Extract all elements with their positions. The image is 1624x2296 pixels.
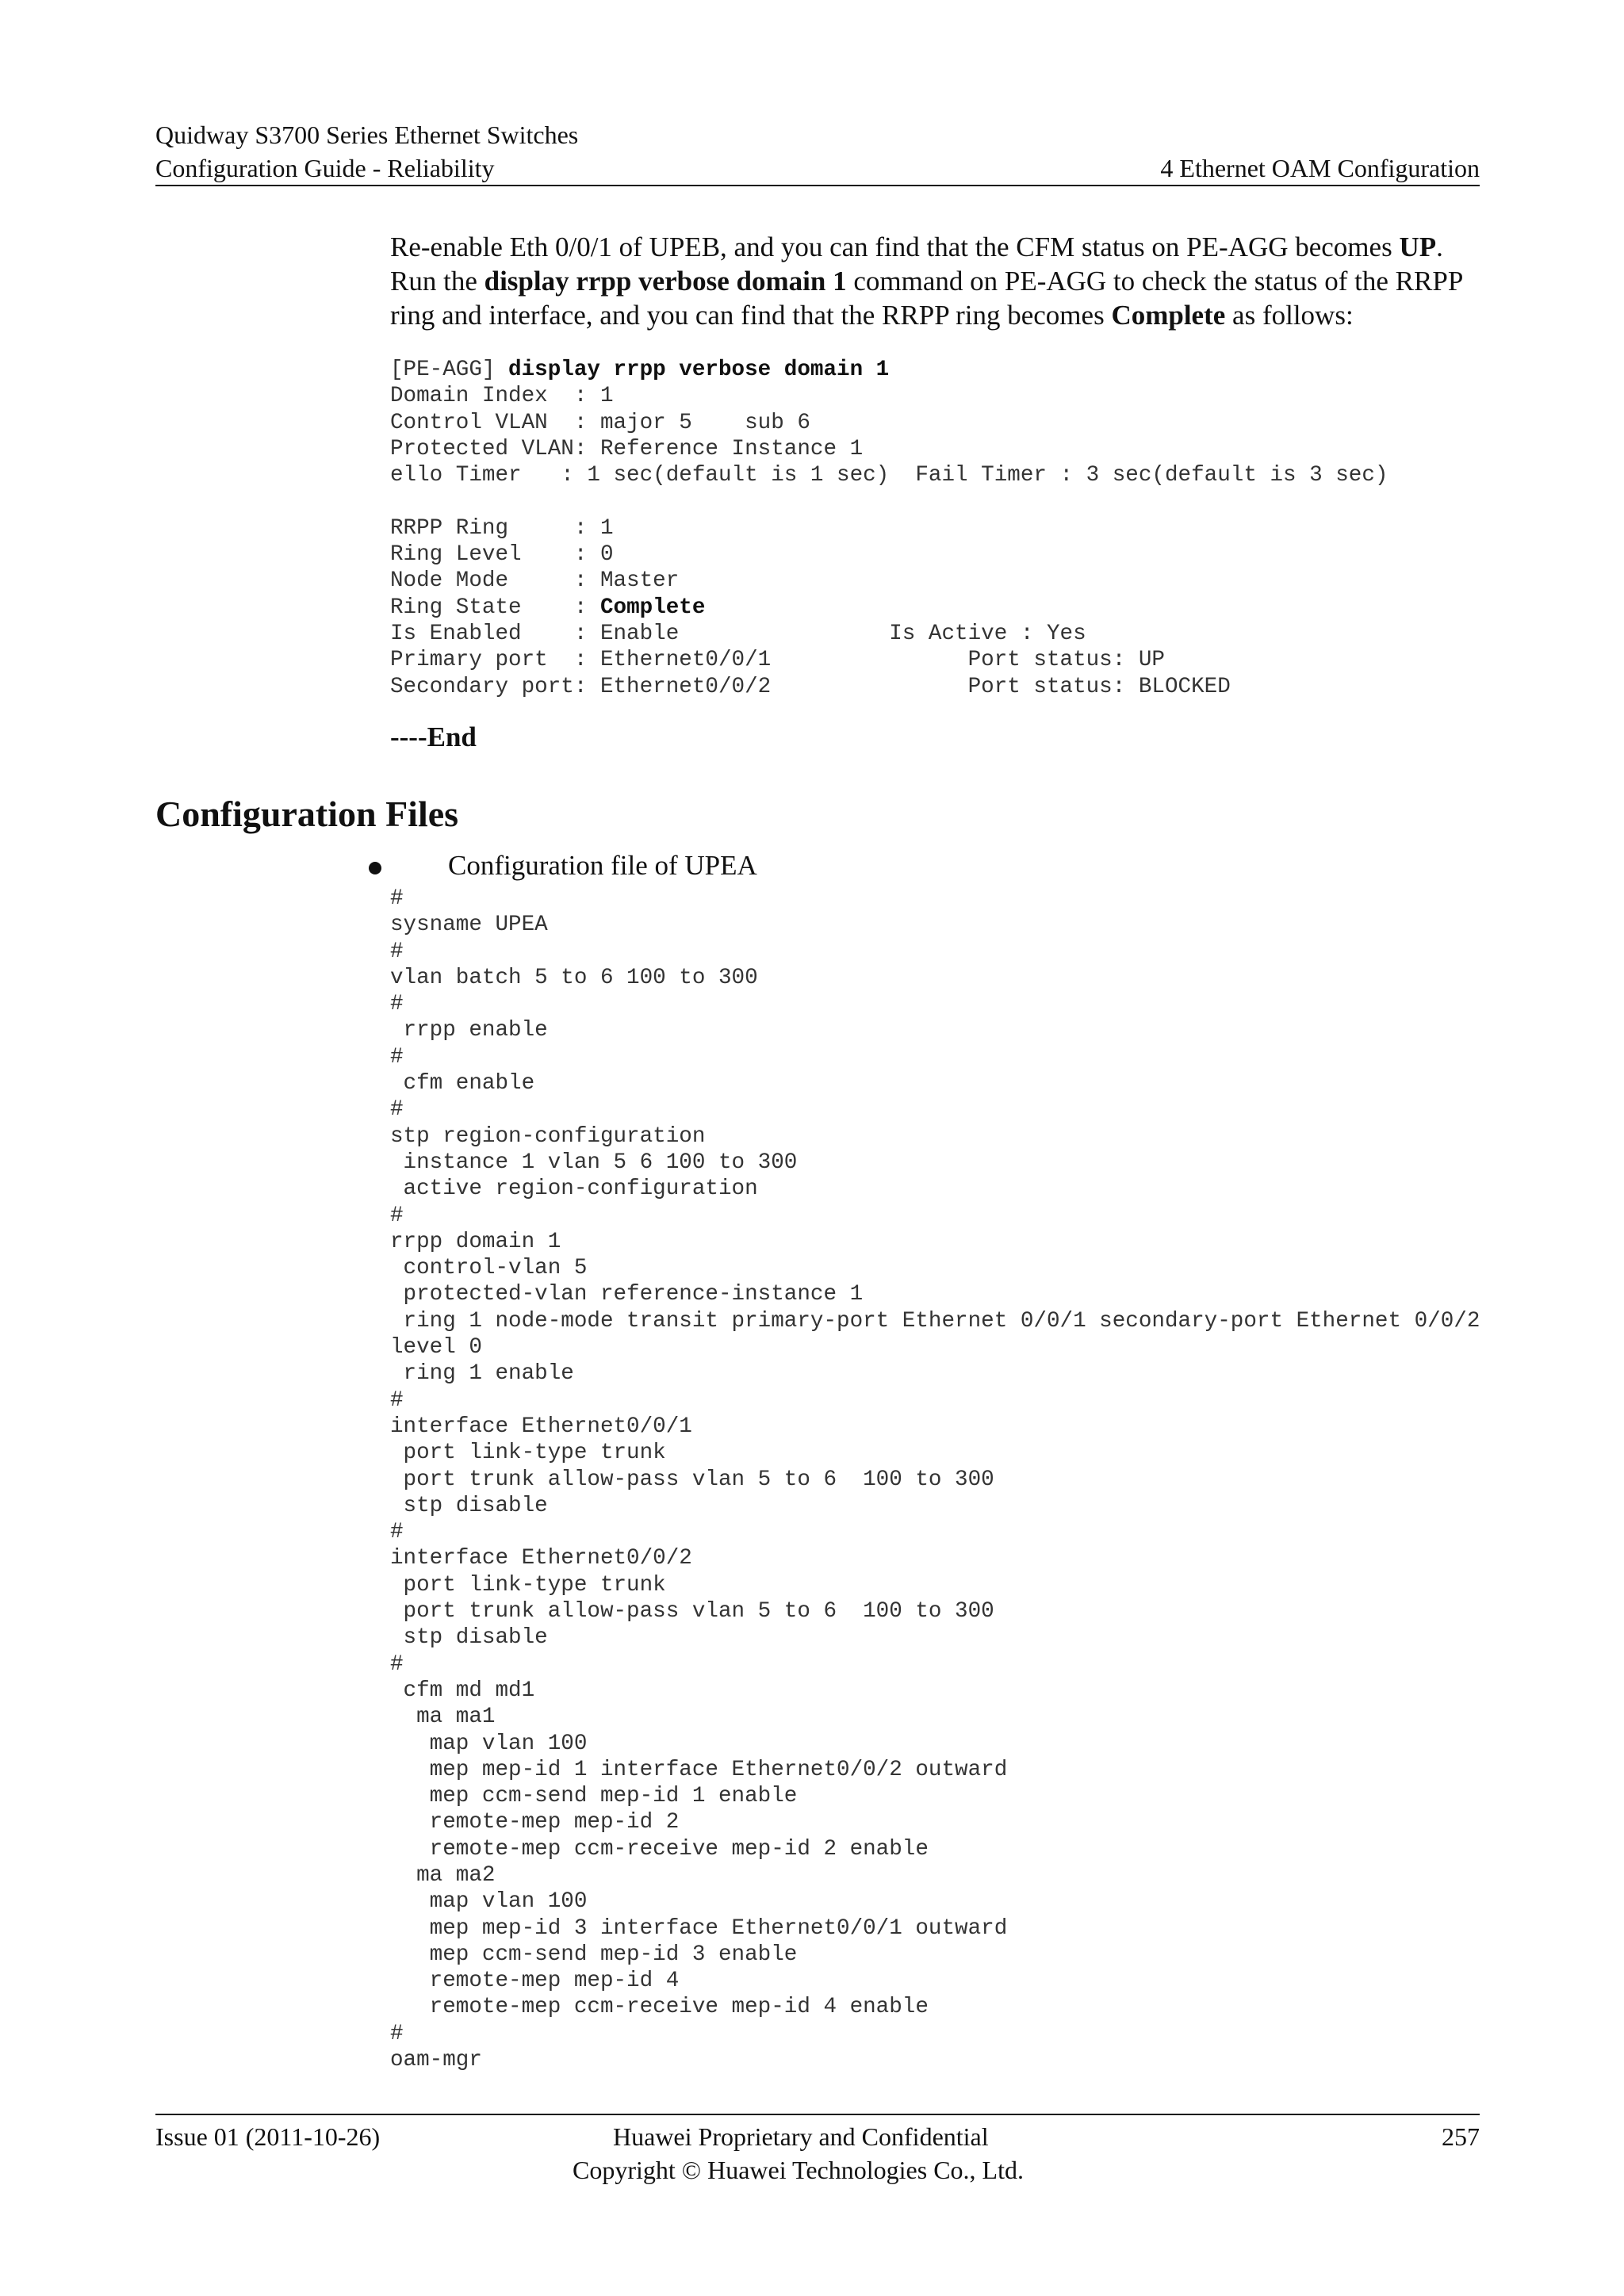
- intro-text-4: as follows:: [1225, 300, 1354, 331]
- footer-rule: [155, 2114, 1480, 2115]
- intro-bold-command: display rrpp verbose domain 1: [484, 266, 847, 297]
- intro-text-2: . Run the: [390, 232, 1443, 297]
- ring-state-label: Ring State :: [390, 595, 600, 620]
- footer-copyright: Copyright © Huawei Technologies Co., Ltd.: [573, 2156, 1024, 2184]
- output-lines-b: Is Enabled : Enable Is Active : Yes Primary port : Ethernet0/0/1 Port status: UP Secondary port: Ethernet0/0/2 Port status: BLOCKED: [390, 621, 1231, 699]
- end-marker: ----End: [390, 721, 477, 752]
- header-product: Quidway S3700 Series Ethernet Switches: [155, 121, 579, 149]
- bullet-dot-icon: [369, 862, 381, 874]
- section-title: Configuration Files: [155, 794, 459, 834]
- config-file-block: # sysname UPEA # vlan batch 5 to 6 100 to 300 # rrpp enable # cfm enable # stp region-configuration instance 1 vlan 5 6 100 to 300 active region-configuration # rrpp domain 1 control-vlan 5 protected-vlan reference-instance 1 ring 1 node-mode transit primary-port Ethernet 0/0/1 secondary-port Ethernet 0/0/2 level 0 ring 1 enable # interface Ethernet0/0/1 port link-type trunk port trunk allow-pass vlan 5 to 6 100 to 300 stp disable # interface Ethernet0/0/2 port link-type trunk port trunk allow-pass vlan 5 to 6 100 to 300 stp disable # cfm md md1 ma ma1 map vlan 100 mep mep-id 1 interface Ethernet0/0/2 outward mep ccm-send mep-id 1 enable remote-mep mep-id 2 remote-mep ccm-receive mep-id 2 enable ma ma2 map vlan 100 mep mep-id 3 interface Ethernet0/0/1 outward mep ccm-send mep-id 3 enable remote-mep mep-id 4 remote-mep ccm-receive mep-id 4 enable # oam-mgr: [390, 886, 1480, 2073]
- ring-state-value: Complete: [599, 595, 706, 620]
- footer-confidential: Huawei Proprietary and Confidential: [613, 2122, 989, 2151]
- bullet-item: Configuration file of UPEA: [448, 850, 757, 881]
- intro-paragraph: [390, 230, 1484, 332]
- footer-issue: Issue 01 (2011-10-26): [155, 2122, 381, 2151]
- output-lines-a: Domain Index : 1 Control VLAN : major 5 sub 6 Protected VLAN: Reference Instance 1 ello Timer : 1 sec(default is 1 sec) Fail Timer : 3 sec(default is 3 sec) RRPP Ring : 1 Ring Level : 0 Node Mode : Master: [390, 384, 1388, 594]
- intro-bold-complete: Complete: [1111, 300, 1226, 331]
- command-prompt: [PE-AGG]: [390, 358, 509, 382]
- intro-text-3: command on PE-AGG to check the status of the RRPP ring and interface, and you can find that the RRPP ring becomes: [390, 266, 1463, 331]
- header-guide: Configuration Guide - Reliability: [155, 154, 495, 182]
- command-text: display rrpp verbose domain 1: [508, 358, 890, 382]
- header-rule: [155, 185, 1480, 186]
- footer-page-number: 257: [1442, 2122, 1480, 2151]
- intro-text-1: Re-enable Eth 0/0/1 of UPEB, and you can find that the CFM status on PE-AGG becomes: [390, 232, 1400, 262]
- header-chapter: 4 Ethernet OAM Configuration: [1160, 154, 1480, 182]
- command-output-block: [390, 357, 1388, 700]
- intro-bold-up: UP: [1399, 232, 1437, 262]
